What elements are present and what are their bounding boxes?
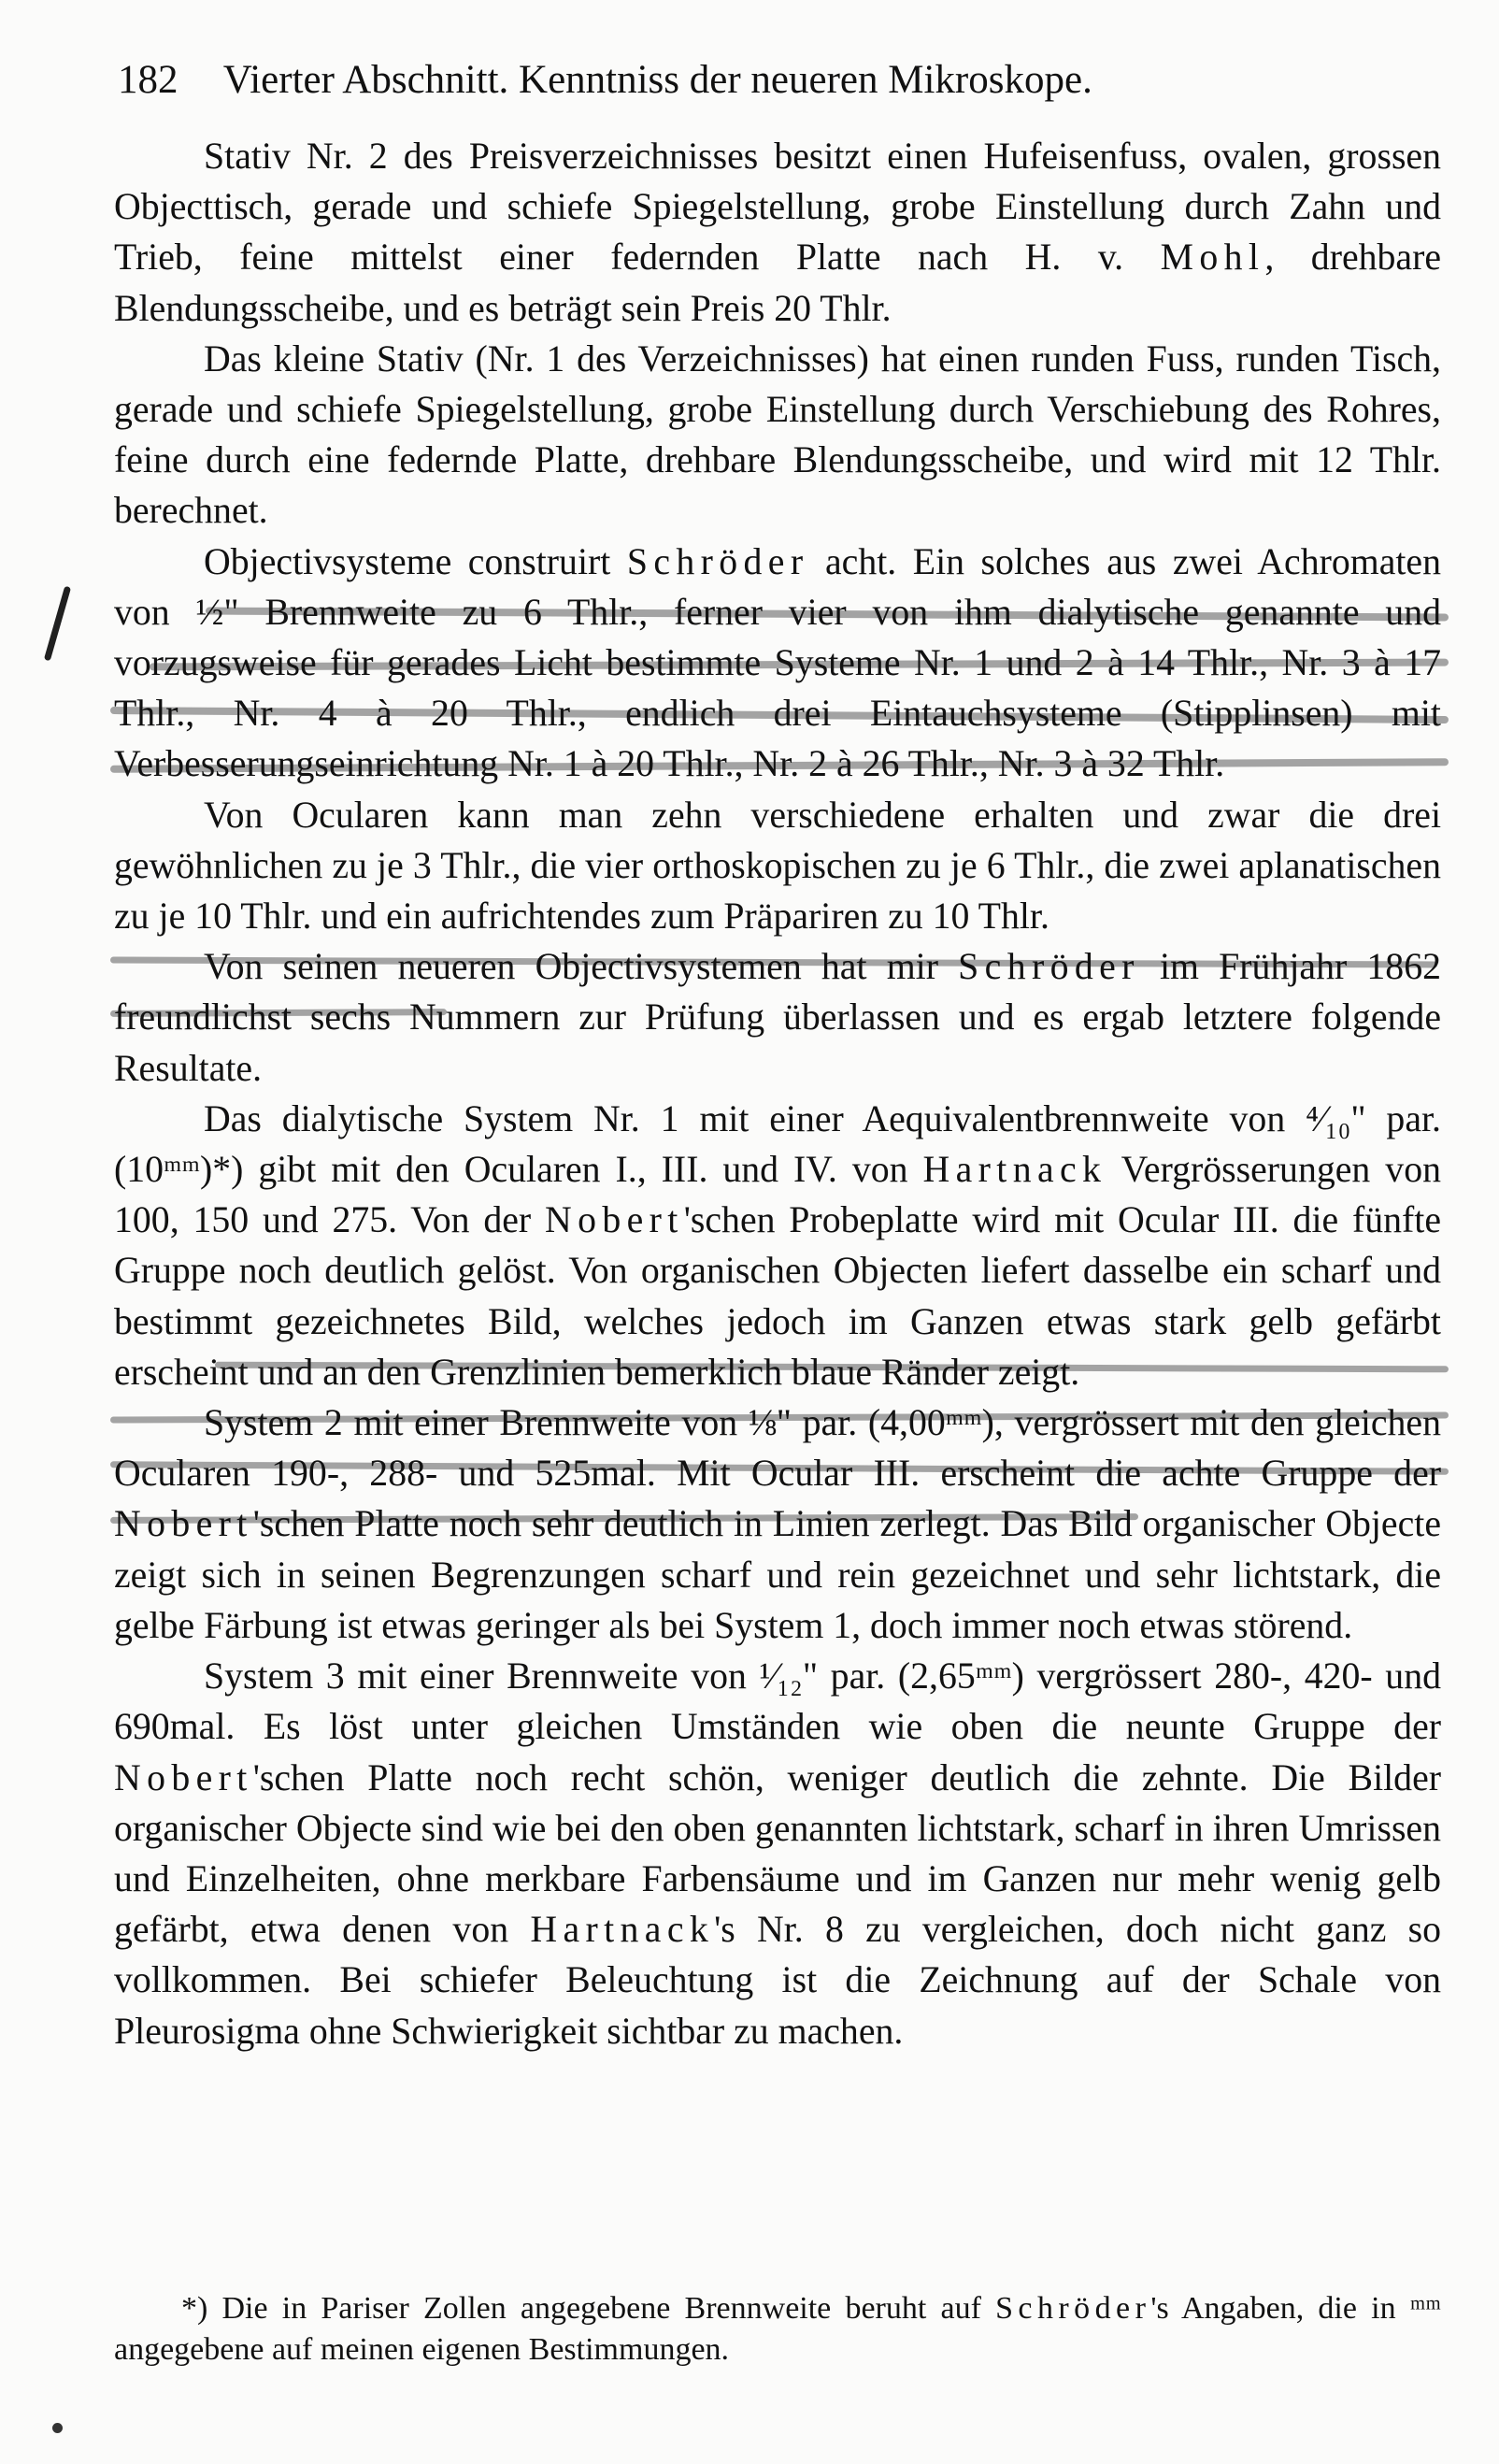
spaced-name: Hartnack (530, 1909, 715, 1951)
spaced-name: Schröder (995, 2291, 1151, 2326)
body-text (114, 131, 1441, 2056)
paragraph-2: Das kleine Stativ (Nr. 1 des Verzeichnisses) hat einen runden Fuss, runden Tisch, gerade und schiefe Spiegelstellung, grobe Einstellung durch Verschiebung des Rohres, feine durch eine federnde Platte, drehbare Blendungsscheibe, und wird mit 12 Thlr. berechnet. (114, 337, 1441, 532)
spaced-name: Schröder (958, 946, 1140, 988)
page-header (118, 54, 1426, 107)
spaced-name: Mohl (1160, 236, 1265, 279)
paragraph-4: Von Ocularen kann man zehn verschiedene erhalten und zwar die drei gewöhnlichen zu je 3 Thlr., die vier orthoskopischen zu je 6 Thlr., die zwei aplanatischen zu je 10 Thlr. und ein aufrichtendes zum Präpariren zu 10 Thlr. (114, 794, 1441, 938)
paragraph-1: Stativ Nr. 2 des Preisverzeichnisses besitzt einen Hufeisenfuss, ovalen, grossen Objecttisch, gerade und schiefe Spiegelstellung, grobe Einstellung durch Zahn und Trieb, feine mittelst einer federnden Platte nach H. v. Mohl, drehbare Blendungsscheibe, und es beträgt sein Preis 20 Thlr. (114, 136, 1441, 329)
spaced-name: Hartnack (922, 1149, 1107, 1191)
spaced-name: Schröder (626, 540, 809, 582)
paragraph-5: Von seinen neueren Objectivsystemen hat mir Schröder im Frühjahr 1862 freundlichst sechs Nummern zur Prüfung überlassen und es ergab letztere folgende Resultate. (114, 946, 1441, 1089)
running-title: Vierter Abschnitt. Kenntniss der neueren Mikroskope. (222, 58, 1092, 102)
paragraph-3: Objectivsysteme construirt Schröder acht. Ein solches aus zwei Achromaten von ½" Brennweite zu 6 Thlr., ferner vier von ihm dialytische genannte und vorzugsweise für gerades Licht bestimmte Systeme Nr. 1 und 2 à 14 Thlr., Nr. 3 à 17 Thlr., Nr. 4 à 20 Thlr., endlich drei Eintauchsysteme (Stipplinsen) mit Verbesserungseinrichtung Nr. 1 à 20 Thlr., Nr. 2 à 26 Thlr., Nr. 3 à 32 Thlr. (114, 540, 1441, 785)
page-number: 182 (118, 58, 178, 102)
footnote-text: *) Die in Pariser Zollen angegebene Brennweite beruht auf Schröder's Angaben, die in ᵐᵐ angegebene auf meinen eigenen Bestimmungen. (114, 2291, 1441, 2367)
margin-pencil-stroke (44, 586, 71, 662)
paragraph-8: System 3 mit einer Brennweite von ¹⁄₁₂" par. (2,65ᵐᵐ) vergrössert 280-, 420- und 690mal. Es löst unter gleichen Umständen wie oben die neunte Gruppe der Nobert'schen Platte noch recht schön, weniger deutlich die zehnte. Die Bilder organischer Objecte sind wie bei den oben genannten lichtstark, scharf in ihren Umrissen und Einzelheiten, ohne merkbare Farbensäume und im Ganzen nur mehr wenig gelb gefärbt, etwa denen von Hartnack's Nr. 8 zu vergleichen, doch nicht ganz so vollkommen. Bei schiefer Beleuchtung ist die Zeichnung auf der Schale von Pleurosigma ohne Schwierigkeit sichtbar zu machen. (114, 1655, 1442, 2052)
paragraph-6: Das dialytische System Nr. 1 mit einer Aequivalentbrennweite von ⁴⁄₁₀" par. (10ᵐᵐ)*) gibt mit den Ocularen I., III. und IV. von Hartnack Vergrösserungen von 100, 150 und 275. Von der Nobert'schen Probeplatte wird mit Ocular III. die fünfte Gruppe noch deutlich gelöst. Von organischen Objecten liefert dasselbe ein scharf und bestimmt gezeichnetes Bild, welches jedoch im Ganzen etwas stark gelb gefärbt erscheint und an den Grenzlinien bemerklich blaue Ränder zeigt. (114, 1097, 1441, 1393)
margin-dot (52, 2423, 63, 2433)
paragraph-7: System 2 mit einer Brennweite von ⅛" par. (4,00ᵐᵐ), vergrössert mit den gleichen Ocularen 190-, 288- und 525mal. Mit Ocular III. erscheint die achte Gruppe der Nobert'schen Platte noch sehr deutlich in Linien zerlegt. Das Bild organischer Objecte zeigt sich in seinen Begrenzungen scharf und rein gezeichnet und sehr lichtstark, die gelbe Färbung ist etwas geringer als bei System 1, doch immer noch etwas störend. (114, 1402, 1441, 1646)
spaced-name: Nobert (114, 1756, 253, 1798)
footnote (114, 2288, 1441, 2371)
spaced-name: Nobert (114, 1503, 253, 1545)
spaced-name: Nobert (545, 1199, 684, 1241)
